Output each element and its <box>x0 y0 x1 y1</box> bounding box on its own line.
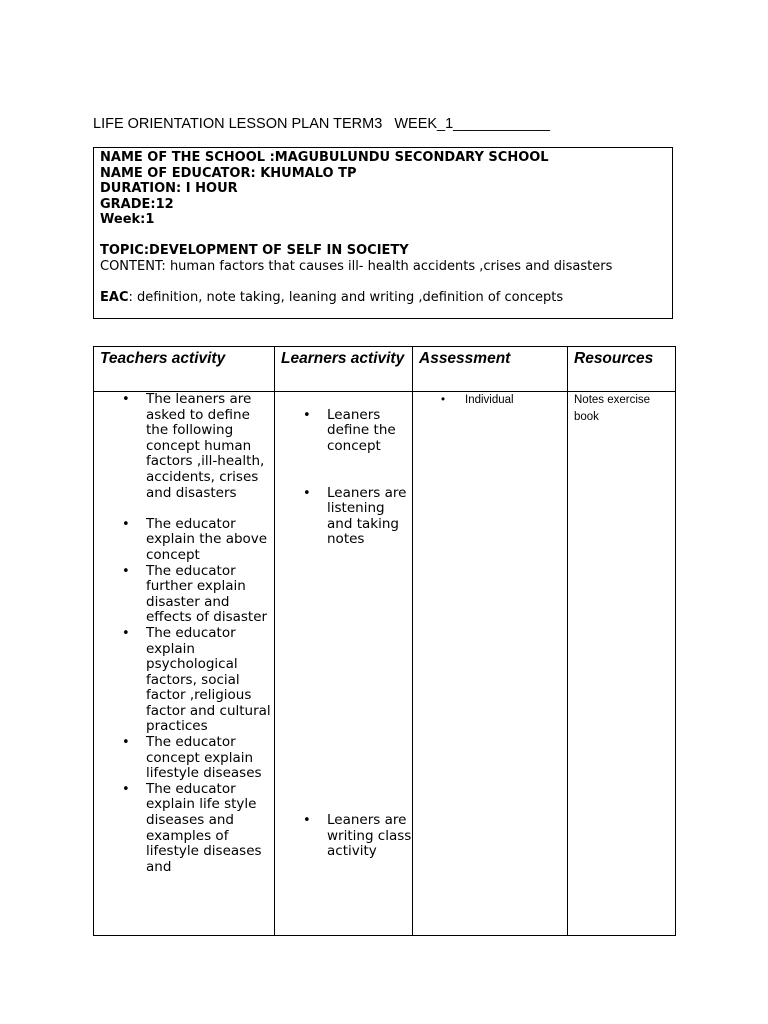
learners-activity-cell <box>275 392 413 936</box>
teachers-item-text: The educator explain the above concept <box>146 515 268 563</box>
lesson-activity-table <box>93 346 676 936</box>
spacer <box>100 274 666 290</box>
table-row <box>94 392 676 936</box>
week: Week:1 <box>100 212 155 227</box>
teachers-item-text: The educator explain psychological factors, social factor ,religious factor and cultural practices <box>146 624 271 735</box>
list-item <box>94 626 274 735</box>
list-item <box>94 564 274 626</box>
grade: GRADE:12 <box>100 196 174 212</box>
resources-cell <box>568 392 676 936</box>
bullet-icon: • <box>122 781 130 797</box>
header-resources: Resources <box>568 347 676 392</box>
lesson-plan-heading: LIFE ORIENTATION LESSON PLAN TERM3 WEEK_1____________ <box>93 116 550 132</box>
assessment-item-text: Individual <box>465 394 514 406</box>
educator-name: NAME OF EDUCATOR: KHUMALO TP <box>100 165 357 181</box>
bullet-icon: • <box>441 394 446 406</box>
header-assessment: Assessment <box>413 347 568 392</box>
bullet-icon: • <box>122 392 130 407</box>
learners-item-text: Leaners define the concept <box>327 406 396 454</box>
eac-label: EAC <box>100 289 129 305</box>
list-item <box>275 813 412 860</box>
topic: TOPIC:DEVELOPMENT OF SELF IN SOCIETY <box>100 243 409 258</box>
list-item <box>275 408 412 455</box>
learners-item-text: Leaners are listening and taking notes <box>327 484 407 548</box>
bullet-icon: • <box>303 812 311 828</box>
bullet-icon: • <box>122 516 130 532</box>
lesson-info-box <box>93 147 673 319</box>
list-item <box>94 782 274 876</box>
list-item <box>94 517 274 564</box>
table-header-row <box>94 347 676 392</box>
eac-line <box>100 290 666 306</box>
list-item <box>94 735 274 782</box>
spacer <box>100 228 666 244</box>
header-teachers-activity: Teachers activity <box>94 347 275 392</box>
duration: DURATION: I HOUR <box>100 181 238 196</box>
bullet-icon: • <box>122 563 130 579</box>
assessment-cell <box>413 392 568 936</box>
teachers-item-text: The educator concept explain lifestyle diseases <box>146 734 262 782</box>
school-name: NAME OF THE SCHOOL :MAGUBULUNDU SECONDARY SCHOOL <box>100 150 549 165</box>
teachers-item-text: The leaners are asked to define the following concept human factors ,ill-health, accidents, crises and disasters <box>146 391 265 501</box>
bullet-icon: • <box>122 735 130 751</box>
eac-text: : definition, note taking, leaning and writing ,definition of concepts <box>128 289 564 305</box>
header-learners-activity: Learners activity <box>275 347 413 392</box>
bullet-icon: • <box>303 407 311 423</box>
teachers-item-text: The educator further explain disaster and effects of disaster <box>146 562 268 626</box>
bullet-icon: • <box>303 485 311 501</box>
teachers-activity-cell <box>94 392 275 936</box>
resources-text: Notes exercise book <box>574 394 651 423</box>
teachers-item-text: The educator explain life style diseases and examples of lifestyle diseases and <box>146 780 262 875</box>
list-item <box>94 392 274 501</box>
bullet-icon: • <box>122 625 130 641</box>
learners-item-text: Leaners are writing class activity <box>327 811 412 860</box>
content: CONTENT: human factors that causes ill- health accidents ,crises and disasters <box>100 258 613 274</box>
list-item <box>275 486 412 548</box>
